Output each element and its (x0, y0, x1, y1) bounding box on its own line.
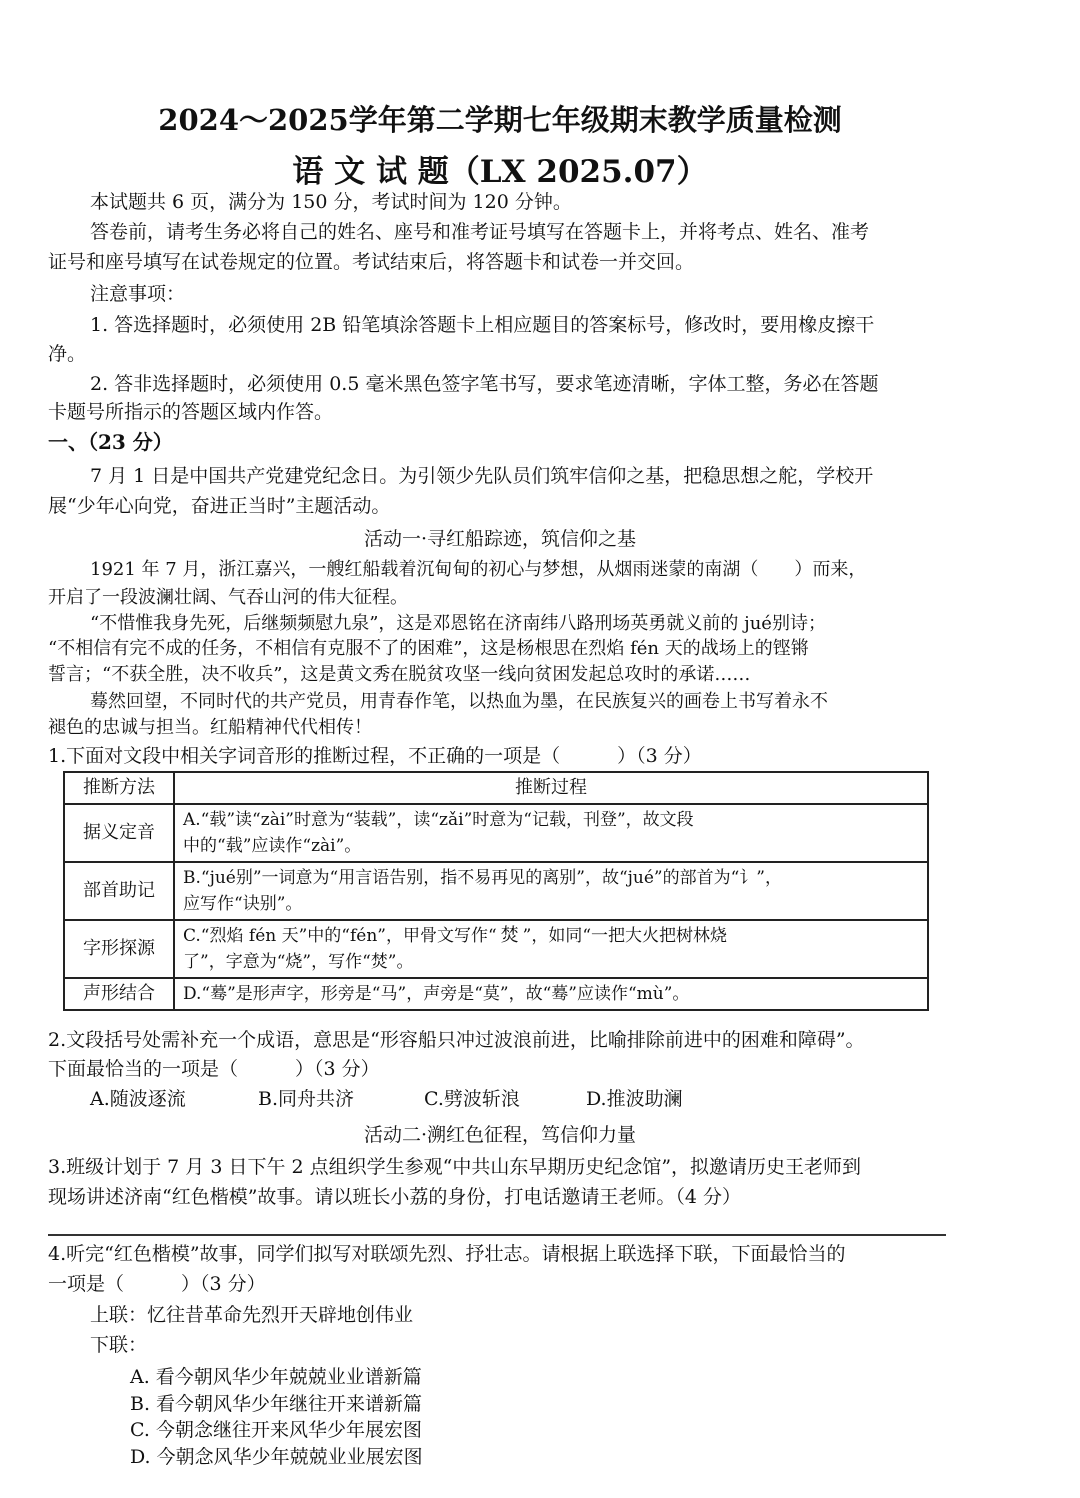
intro-line: 本试题共 6 页，满分为 150 分，考试时间为 120 分钟。 (90, 191, 572, 213)
couplet-lower-label: 下联： (90, 1334, 148, 1356)
table-cell-method: 声形结合 (64, 978, 174, 1010)
process-line: 了”，字意为“烧”，写作“焚”。 (183, 952, 414, 972)
answer-line (48, 1234, 946, 1236)
option-b: B.同舟共济 (258, 1088, 355, 1110)
oracle-bone-glyph-icon: 焚 (500, 925, 519, 946)
exam-subtitle: 语 文 试 题（LX 2025.07） (292, 154, 708, 190)
option-a: A.随波逐流 (90, 1088, 186, 1110)
intro-line: 答卷前，请考生务必将自己的姓名、座号和准考证号填写在答题卡上，并将考点、姓名、准考 (90, 221, 870, 243)
notice-item: 1. 答选择题时，必须使用 2B 铅笔填涂答题卡上相应题目的答案标号，修改时，要用橡皮擦干 (90, 314, 875, 336)
process-text: ”，如同“一把大火把树林烧 (522, 926, 728, 946)
notice-heading: 注意事项： (90, 283, 186, 305)
option-d: D. 今朝念风华少年兢兢业业展宏图 (130, 1446, 423, 1468)
exam-title: 2024～2025学年第二学期七年级期末教学质量检测 (158, 103, 842, 137)
passage-line: “不惜惟我身先死，后继频频慰九泉”，这是邓恩铭在济南纬八路刑场英勇就义前的 jué别诗； (90, 613, 826, 634)
question-4: 一项是（ ）（3 分） (48, 1273, 266, 1295)
question-3: 现场讲述济南“红色楷模”故事。请以班长小荔的身份，打电话邀请王老师。（4 分） (48, 1186, 742, 1208)
lead-line: 展“少年心向党，奋进正当时”主题活动。 (48, 495, 391, 517)
section-heading: 一、（23 分） (48, 430, 173, 454)
question-2: 2.文段括号处需补充一个成语，意思是“形容船只冲过波浪前进，比喻排除前进中的困难和障碍”。 (48, 1029, 865, 1051)
option-c: C. 今朝念继往开来风华少年展宏图 (130, 1419, 422, 1441)
table-cell-method: 字形探源 (64, 920, 174, 978)
process-line (183, 923, 919, 949)
table-cell-process (174, 920, 928, 978)
process-line: A.“载”读“zài”时意为“装载”，读“zǎi”时意为“记载，刊登”，故文段 (183, 810, 694, 830)
notice-item: 2. 答非选择题时，必须使用 0.5 毫米黑色签字笔书写，要求笔迹清晰，字体工整，务必在答题 (90, 373, 879, 395)
lead-line: 7 月 1 日是中国共产党建党纪念日。为引领少先队员们筑牢信仰之基，把稳思想之舵，学校开 (90, 465, 874, 487)
activity-heading: 活动一·寻红船踪迹，筑信仰之基 (363, 528, 637, 550)
passage-line: 1921 年 7 月，浙江嘉兴，一艘红船载着沉甸甸的初心与梦想，从烟雨迷蒙的南湖（ ）而来， (90, 559, 867, 580)
question-4: 4.听完“红色楷模”故事，同学们拟写对联颂先烈、抒壮志。请根据上联选择下联，下面最恰当的 (48, 1243, 846, 1265)
passage-line: 誓言；“不获全胜，决不收兵”，这是黄文秀在脱贫攻坚一线向贫困发起总攻时的承诺…… (48, 664, 751, 685)
process-line: B.“jué别”一词意为“用言语告别，指不易再见的离别”，故“jué”的部首为“讠”， (183, 868, 782, 888)
option-d: D.推波助澜 (586, 1088, 683, 1110)
option-b: B. 看今朝风华少年继往开来谱新篇 (130, 1393, 423, 1415)
passage-line: 蓦然回望，不同时代的共产党员，用青春作笔，以热血为墨，在民族复兴的画卷上书写着永不 (90, 691, 828, 712)
process-line: 中的“载”应读作“zài”。 (183, 836, 362, 856)
intro-line: 证号和座号填写在试卷规定的位置。考试结束后，将答题卡和试卷一并交回。 (48, 251, 695, 273)
question-3: 3.班级计划于 7 月 3 日下午 2 点组织学生参观“中共山东早期历史纪念馆”，拟邀请历史王老师到 (48, 1156, 862, 1178)
process-text: C.“烈焰 fén 天”中的“fén”，甲骨文写作“ (183, 926, 497, 946)
question-1: 1.下面对文段中相关字词音形的推断过程，不正确的一项是（ ）（3 分） (48, 745, 702, 767)
table-header-row (64, 772, 928, 804)
process-line: D.“蓦”是形声字，形旁是“马”，声旁是“莫”，故“蓦”应读作“mù”。 (183, 984, 690, 1004)
notice-item: 卡题号所指示的答题区域内作答。 (48, 401, 334, 423)
passage-line: 褪色的忠诚与担当。红船精神代代相传！ (48, 717, 372, 738)
question-2: 下面最恰当的一项是（ ）（3 分） (48, 1058, 380, 1080)
table-cell-method: 据义定音 (64, 804, 174, 862)
passage-line: “不相信有完不成的任务，不相信有克服不了的困难”，这是杨根思在烈焰 fén 天的战场上的铿锵 (48, 638, 809, 659)
process-line: 应写作“诀别”。 (183, 894, 303, 914)
couplet-upper: 上联：忆往昔革命先烈开天辟地创伟业 (90, 1304, 414, 1326)
activity-heading: 活动二·溯红色征程，笃信仰力量 (363, 1124, 637, 1146)
table-row (64, 804, 928, 862)
table-header: 推断方法 (64, 772, 174, 804)
passage-line: 开启了一段波澜壮阔、气吞山河的伟大征程。 (48, 587, 408, 608)
table-row (64, 978, 928, 1010)
table-cell-method: 部首助记 (64, 862, 174, 920)
notice-item: 净。 (48, 343, 87, 365)
option-a: A. 看今朝风华少年兢兢业业谱新篇 (130, 1366, 422, 1388)
table-header: 推断过程 (174, 772, 928, 804)
table-cell-process (174, 978, 928, 1010)
table-row (64, 920, 928, 978)
option-c: C.劈波斩浪 (424, 1088, 520, 1110)
table-cell-process (174, 804, 928, 862)
table-cell-process (174, 862, 928, 920)
table-row (64, 862, 928, 920)
inference-table (63, 771, 929, 1011)
